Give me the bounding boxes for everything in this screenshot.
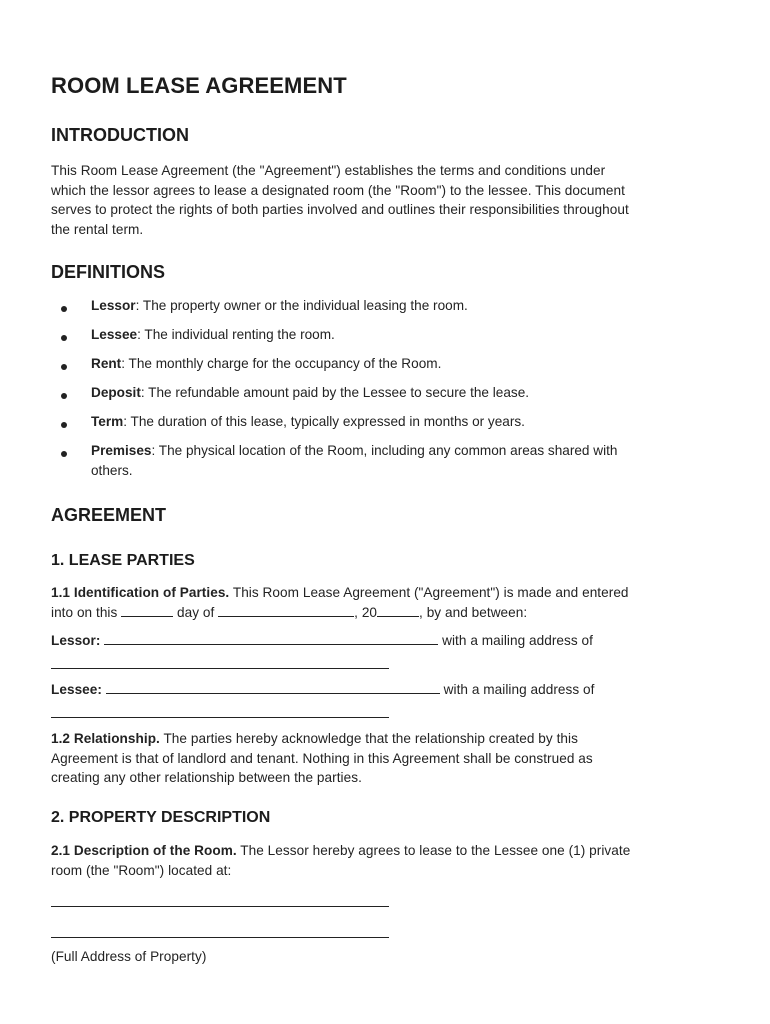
bullet-icon bbox=[61, 422, 67, 428]
clause-text: The parties hereby acknowledge that the relationship created by this bbox=[159, 731, 578, 746]
intro-line: serves to protect the rights of both parties involved and outlines their responsibilities throughout bbox=[51, 202, 629, 217]
bullet-icon bbox=[61, 364, 67, 370]
lessee-line bbox=[51, 680, 731, 700]
lessee-name-field[interactable] bbox=[106, 680, 440, 694]
clause-1-2 bbox=[51, 729, 731, 788]
bullet-icon bbox=[61, 335, 67, 341]
clause-2-1 bbox=[51, 841, 731, 880]
section-1-heading: 1. LEASE PARTIES bbox=[51, 552, 195, 569]
lessor-label: Lessor: bbox=[51, 633, 101, 648]
day-blank-field[interactable] bbox=[121, 603, 173, 617]
intro-line: the rental term. bbox=[51, 221, 144, 237]
mailing-text: with a mailing address of bbox=[438, 633, 593, 648]
definition-text: : The individual renting the room. bbox=[137, 327, 335, 342]
property-address-field-2[interactable] bbox=[51, 937, 389, 938]
definition-item bbox=[91, 296, 711, 316]
definition-text: : The physical location of the Room, including any common areas shared with bbox=[151, 443, 618, 458]
definition-term: Lessor bbox=[91, 298, 136, 313]
agreement-heading: AGREEMENT bbox=[51, 505, 167, 525]
bullet-icon bbox=[61, 451, 67, 457]
definition-text: : The monthly charge for the occupancy of the Room. bbox=[121, 356, 442, 371]
clause-1-1 bbox=[51, 583, 731, 622]
definition-item bbox=[91, 325, 711, 345]
definition-item bbox=[91, 354, 711, 374]
clause-label: 1.2 Relationship. bbox=[51, 731, 160, 746]
lessor-address-field[interactable] bbox=[51, 668, 389, 669]
definition-item bbox=[91, 412, 711, 432]
intro-line: This Room Lease Agreement (the "Agreement") establishes the terms and conditions under bbox=[51, 163, 606, 178]
clause-text: , by and between: bbox=[419, 604, 528, 620]
mailing-text: with a mailing address of bbox=[439, 682, 595, 697]
clause-text: The Lessor hereby agrees to lease to the Lessee one (1) private bbox=[236, 843, 631, 858]
lessor-name-field[interactable] bbox=[104, 631, 438, 645]
clause-text: creating any other relationship between the parties. bbox=[51, 770, 362, 785]
lessee-label: Lessee: bbox=[51, 682, 102, 697]
property-address-field-1[interactable] bbox=[51, 906, 389, 907]
clause-text: room (the "Room") located at: bbox=[51, 862, 232, 878]
clause-text: This Room Lease Agreement ("Agreement") is made and entered bbox=[229, 585, 629, 600]
definition-term: Deposit bbox=[91, 385, 141, 400]
clause-text: day of bbox=[173, 604, 219, 620]
definition-text: : The duration of this lease, typically expressed in months or years. bbox=[123, 414, 525, 429]
address-caption: (Full Address of Property) bbox=[51, 949, 207, 964]
introduction-heading: INTRODUCTION bbox=[51, 125, 189, 145]
definitions-heading: DEFINITIONS bbox=[51, 262, 166, 282]
introduction-paragraph bbox=[51, 161, 731, 239]
section-2-heading: 2. PROPERTY DESCRIPTION bbox=[51, 809, 271, 826]
definition-term: Rent bbox=[91, 356, 122, 371]
bullet-icon bbox=[61, 393, 67, 399]
clause-label: 2.1 Description of the Room. bbox=[51, 843, 237, 858]
definition-item bbox=[91, 383, 711, 403]
lessee-address-field[interactable] bbox=[51, 717, 389, 718]
lessor-line bbox=[51, 631, 731, 651]
definition-text: : The refundable amount paid by the Lessee to secure the lease. bbox=[140, 385, 530, 400]
definition-term: Premises bbox=[91, 443, 152, 458]
clause-text: , 20 bbox=[354, 604, 378, 620]
clause-text: Agreement is that of landlord and tenant. Nothing in this Agreement shall be construed as bbox=[51, 750, 593, 766]
document-title: ROOM LEASE AGREEMENT bbox=[51, 73, 347, 98]
clause-label: 1.1 Identification of Parties. bbox=[51, 585, 230, 600]
definition-term: Lessee bbox=[91, 327, 138, 342]
intro-line: which the lessor agrees to lease a designated room (the "Room") to the lessee. This document bbox=[51, 182, 625, 198]
clause-text: into on this bbox=[51, 604, 122, 620]
definition-item bbox=[91, 441, 711, 480]
bullet-icon bbox=[61, 306, 67, 312]
definition-text: : The property owner or the individual leasing the room. bbox=[135, 298, 468, 313]
year-blank-field[interactable] bbox=[377, 603, 419, 617]
definition-term: Term bbox=[91, 414, 124, 429]
month-blank-field[interactable] bbox=[218, 603, 354, 617]
definition-text-continued: others. bbox=[91, 462, 133, 478]
